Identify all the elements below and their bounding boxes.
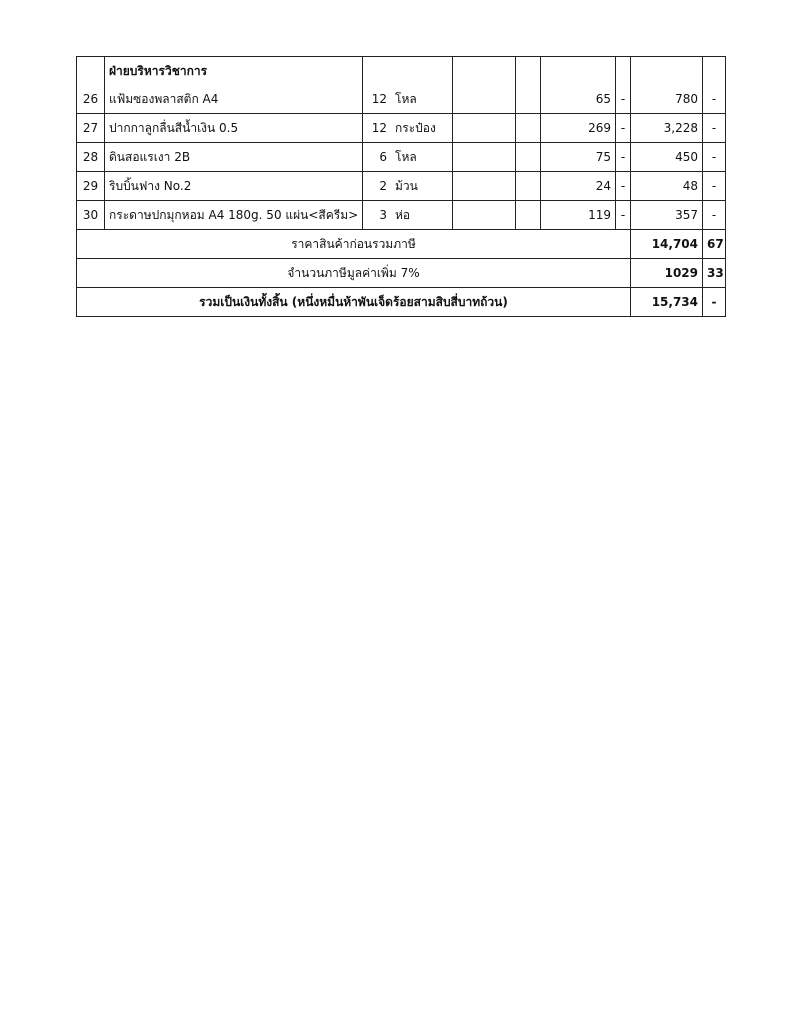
item-quantity: 12 bbox=[371, 121, 387, 135]
subtotal-label: ราคาสินค้าก่อนรวมภาษี bbox=[77, 230, 631, 259]
total-label: รวมเป็นเงินทั้งสิ้น (หนึ่งหมื่นห้าพันเจ็ดร้อยสามสิบสี่บาทถ้วน) bbox=[77, 288, 631, 317]
table-row bbox=[77, 85, 726, 114]
total-amount: 15,734 bbox=[631, 288, 703, 317]
item-amount-decimal: - bbox=[703, 85, 726, 114]
item-quantity: 2 bbox=[379, 179, 387, 193]
item-description: ปากกาลูกลื่นสีน้ำเงิน 0.5 bbox=[105, 114, 363, 143]
table-row bbox=[77, 201, 726, 230]
vat-row bbox=[77, 259, 726, 288]
item-amount: 780 bbox=[631, 85, 703, 114]
item-amount: 3,228 bbox=[631, 114, 703, 143]
subtotal-row bbox=[77, 230, 726, 259]
item-amount-decimal: - bbox=[703, 172, 726, 201]
item-unit: โหล bbox=[395, 149, 417, 164]
item-description: ริบบิ้นฟาง No.2 bbox=[105, 172, 363, 201]
item-quantity: 12 bbox=[371, 92, 387, 106]
item-unit: กระป๋อง bbox=[395, 120, 436, 135]
item-description: แฟ้มซองพลาสติก A4 bbox=[105, 85, 363, 114]
item-number: 28 bbox=[77, 143, 105, 172]
total-decimal: - bbox=[703, 288, 726, 317]
section-header-row bbox=[77, 57, 726, 86]
item-unit-price: 119 bbox=[541, 201, 616, 230]
vat-label: จำนวนภาษีมูลค่าเพิ่ม 7% bbox=[77, 259, 631, 288]
section-title: ฝ่ายบริหารวิชาการ bbox=[105, 57, 363, 86]
table-row bbox=[77, 114, 726, 143]
total-row bbox=[77, 288, 726, 317]
item-unit-price-decimal: - bbox=[616, 201, 631, 230]
item-amount: 357 bbox=[631, 201, 703, 230]
item-quantity: 3 bbox=[379, 208, 387, 222]
item-unit-price: 24 bbox=[541, 172, 616, 201]
subtotal-decimal: 67 bbox=[703, 230, 726, 259]
subtotal-amount: 14,704 bbox=[631, 230, 703, 259]
item-amount: 48 bbox=[631, 172, 703, 201]
item-unit: ม้วน bbox=[395, 178, 418, 193]
vat-decimal: 33 bbox=[703, 259, 726, 288]
item-amount-decimal: - bbox=[703, 114, 726, 143]
item-unit-price: 65 bbox=[541, 85, 616, 114]
item-unit-price: 269 bbox=[541, 114, 616, 143]
item-unit: โหล bbox=[395, 91, 417, 106]
item-unit-price-decimal: - bbox=[616, 85, 631, 114]
item-number: 29 bbox=[77, 172, 105, 201]
item-unit-price-decimal: - bbox=[616, 114, 631, 143]
item-amount-decimal: - bbox=[703, 201, 726, 230]
item-amount-decimal: - bbox=[703, 143, 726, 172]
item-amount: 450 bbox=[631, 143, 703, 172]
table-row bbox=[77, 143, 726, 172]
item-description: กระดาษปกมุกหอม A4 180g. 50 แผ่น<สีครีม> bbox=[105, 201, 363, 230]
item-number: 26 bbox=[77, 85, 105, 114]
item-description: ดินสอแรเงา 2B bbox=[105, 143, 363, 172]
item-unit-price: 75 bbox=[541, 143, 616, 172]
price-table bbox=[76, 56, 726, 317]
item-unit-price-decimal: - bbox=[616, 143, 631, 172]
item-quantity: 6 bbox=[379, 150, 387, 164]
vat-amount: 1029 bbox=[631, 259, 703, 288]
item-unit: ห่อ bbox=[395, 207, 411, 222]
item-unit-price-decimal: - bbox=[616, 172, 631, 201]
table-row bbox=[77, 172, 726, 201]
item-number: 30 bbox=[77, 201, 105, 230]
item-number: 27 bbox=[77, 114, 105, 143]
